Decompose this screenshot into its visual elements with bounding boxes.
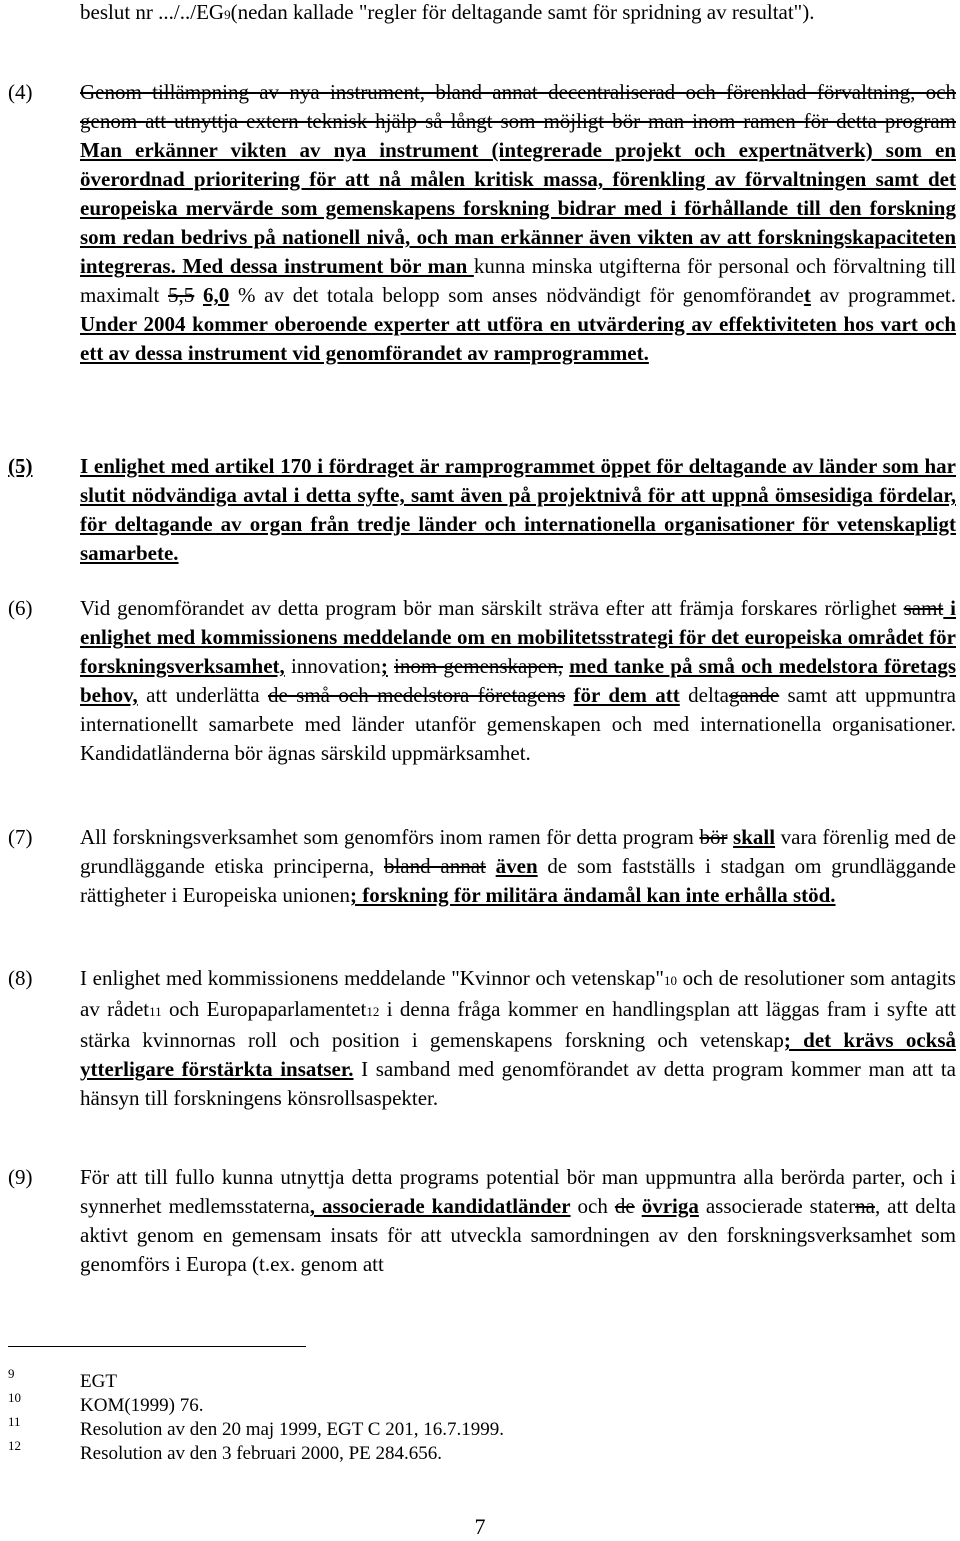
deleted-text: 5,5	[168, 283, 195, 307]
recital-body: För att till fullo kunna utnyttja detta programs potential bör man uppmuntra alla berörda parter, och i synnerhet medlemsstaterna, associerade kandidatländer och de övriga associerade staterna, att delta aktivt genom en gemensam insats för att utveckla samordningen av den forskningsverksamhet som genomförs i Europa (t.ex. genom att	[80, 1165, 956, 1276]
recital-number: (5)	[8, 454, 33, 478]
footnote-text: Resolution av den 20 maj 1999, EGT C 201, 16.7.1999.	[80, 1419, 504, 1440]
deleted-text: na	[855, 1194, 875, 1218]
deleted-text: gande	[729, 683, 780, 707]
footnote-text: EGT	[80, 1371, 117, 1392]
deleted-text: bland annat	[383, 854, 486, 878]
inserted-text: för dem att	[573, 683, 680, 707]
recital-body: Vid genomförandet av detta program bör man särskilt sträva efter att främja forskares rörlighet samt i enlighet med kommissionens meddelande om en mobilitetsstrategi för det europeiska området för forskningsverksamhet, innovation; inom gemenskapen, med tanke på små och medelstora företags behov, att underlätta de små och medelstora företagens för dem att deltagande samt att uppmuntra internationellt samarbete med länder utanför gemenskapen och med internationella organisationer. Kandidatländerna bör ägnas särskild uppmärksamhet.	[80, 596, 957, 765]
inserted-text: med tanke på små och medelstora företags behov,	[80, 654, 957, 707]
recital-body	[80, 452, 956, 568]
footnote-12	[8, 1438, 908, 1466]
footnote-number: 9	[8, 1366, 15, 1381]
footnote-text: KOM(1999) 76.	[80, 1395, 204, 1416]
footnote-9	[8, 1366, 908, 1394]
recital-body: Genom tillämpning av nya instrument, bland annat decentraliserad och förenklad förvaltning, och genom att utnyttja extern teknisk hjälp så långt som möjligt bör man inom ramen för detta program Man erkänner vikten av nya instrument (integrerade projekt och expertnätverk) som en överordnad prioritering för att nå målen kritisk massa, förenkling av förvaltningen samt det europeiska mervärde som gemenskapens forskning bidrar med i förhållande till den forskning som redan bedrivs på nationell nivå, och man erkänner även vikten av att forskningskapaciteten integreras. Med dessa instrument bör man kunna minska utgifterna för personal och förvaltning till maximalt 5,5 6,0 % av det totala belopp som anses nödvändigt för genomförandet av programmet. Under 2004 kommer oberoende experter att utföra en utvärdering av effektiviteten hos vart och ett av dessa instrument vid genomförandet av ramprogrammet.	[80, 80, 956, 365]
intro-text: beslut nr .../../EG9(nedan kallade "regler för deltagande samt för spridning av resultat").	[80, 0, 815, 24]
inserted-text: Under 2004 kommer oberoende experter att utföra en utvärdering av effektiviteten hos vart och ett av dessa instrument vid genomförandet av ramprogrammet.	[80, 312, 956, 365]
footnote-ref-10: 10	[663, 973, 677, 988]
recital-number: (4)	[8, 80, 33, 104]
recital-8	[8, 964, 956, 1113]
inserted-text: t	[803, 283, 811, 307]
deleted-text: Genom tillämpning av nya instrument, bland annat decentraliserad och förenklad förvaltning, och genom att utnyttja extern teknisk hjälp så långt som möjligt bör man inom ramen för detta program	[80, 80, 956, 133]
footnote-text: Resolution av den 3 februari 2000, PE 284.656.	[80, 1443, 443, 1464]
footnote-number: 12	[8, 1438, 21, 1453]
inserted-text: Man erkänner vikten av nya instrument (integrerade projekt och expertnätverk) som en överordnad prioritering för att nå målen kritisk massa, förenkling av förvaltningen samt det europeiska mervärde som gemenskapens forskning bidrar med i förhållande till den forskning som redan bedrivs på nationell nivå, och man erkänner även vikten av att forskningskapaciteten integreras. Med dessa instrument bör man	[80, 138, 956, 278]
deleted-text: de små och medelstora företagens	[267, 683, 566, 707]
deleted-text: samt	[903, 596, 944, 620]
recital-9	[8, 1163, 956, 1279]
footnote-ref-12: 12	[366, 1004, 380, 1019]
recital-number: (6)	[8, 596, 33, 620]
inserted-text: ; forskning för militära ändamål kan inte erhålla stöd.	[350, 883, 836, 907]
inserted-text: I enlighet med artikel 170 i fördraget är ramprogrammet öppet för deltagande av länder som har slutit nödvändiga avtal i detta syfte, samt även på projektnivå för att uppnå ömsesidiga fördelar, för deltagande av organ från tredje länder och internationella organisationer för vetenskapligt samarbete.	[80, 454, 956, 565]
footnote-ref-9: 9	[224, 7, 231, 22]
inserted-text: ;	[380, 654, 388, 678]
recital-body: All forskningsverksamhet som genomförs inom ramen för detta program bör skall vara förenlig med de grundläggande etiska principerna, bland annat även de som fastställs i stadgan om grundläggande rättigheter i Europeiska unionen; forskning för militära ändamål kan inte erhålla stöd.	[80, 825, 956, 907]
footnote-ref-11: 11	[149, 1004, 162, 1019]
recital-6	[8, 594, 956, 768]
inserted-text: ; det krävs också ytterligare förstärkta insatser.	[80, 1028, 956, 1081]
inserted-text: 6,0	[203, 283, 230, 307]
recital-number: (9)	[8, 1165, 33, 1189]
inserted-text: skall	[733, 825, 776, 849]
footnote-11	[8, 1414, 908, 1442]
page-number: 7	[474, 1514, 486, 1539]
footnote-separator	[8, 1346, 306, 1347]
inserted-text: övriga	[641, 1194, 699, 1218]
recital-number: (8)	[8, 966, 33, 990]
recital-body: I enlighet med kommissionens meddelande "Kvinnor och vetenskap"10 och de resolutioner som antagits av rådet11 och Europaparlamentet12 i denna fråga kommer en handlingsplan att läggas fram i syfte att stärka kvinnornas roll och position i gemenskapens forskning och vetenskap; det krävs också ytterligare förstärkta insatser. I samband med genomförandet av detta program kommer man att ta hänsyn till forskningens könsrollsaspekter.	[80, 966, 957, 1110]
inserted-text: även	[495, 854, 538, 878]
deleted-text: de	[614, 1194, 635, 1218]
recital-4	[8, 78, 956, 368]
deleted-text: inom gemenskapen,	[394, 654, 563, 678]
footnote-number: 11	[8, 1414, 21, 1429]
recital-7	[8, 823, 956, 910]
recital-number: (7)	[8, 825, 33, 849]
inserted-text: i enlighet med kommissionens meddelande om en mobilitetsstrategi för det europeiska området för forskningsverksamhet,	[80, 596, 956, 678]
recital-5	[8, 452, 956, 568]
deleted-text: bör	[699, 825, 728, 849]
inserted-text: , associerade kandidatländer	[309, 1194, 571, 1218]
footnote-10	[8, 1390, 908, 1418]
footnote-number: 10	[8, 1390, 21, 1405]
